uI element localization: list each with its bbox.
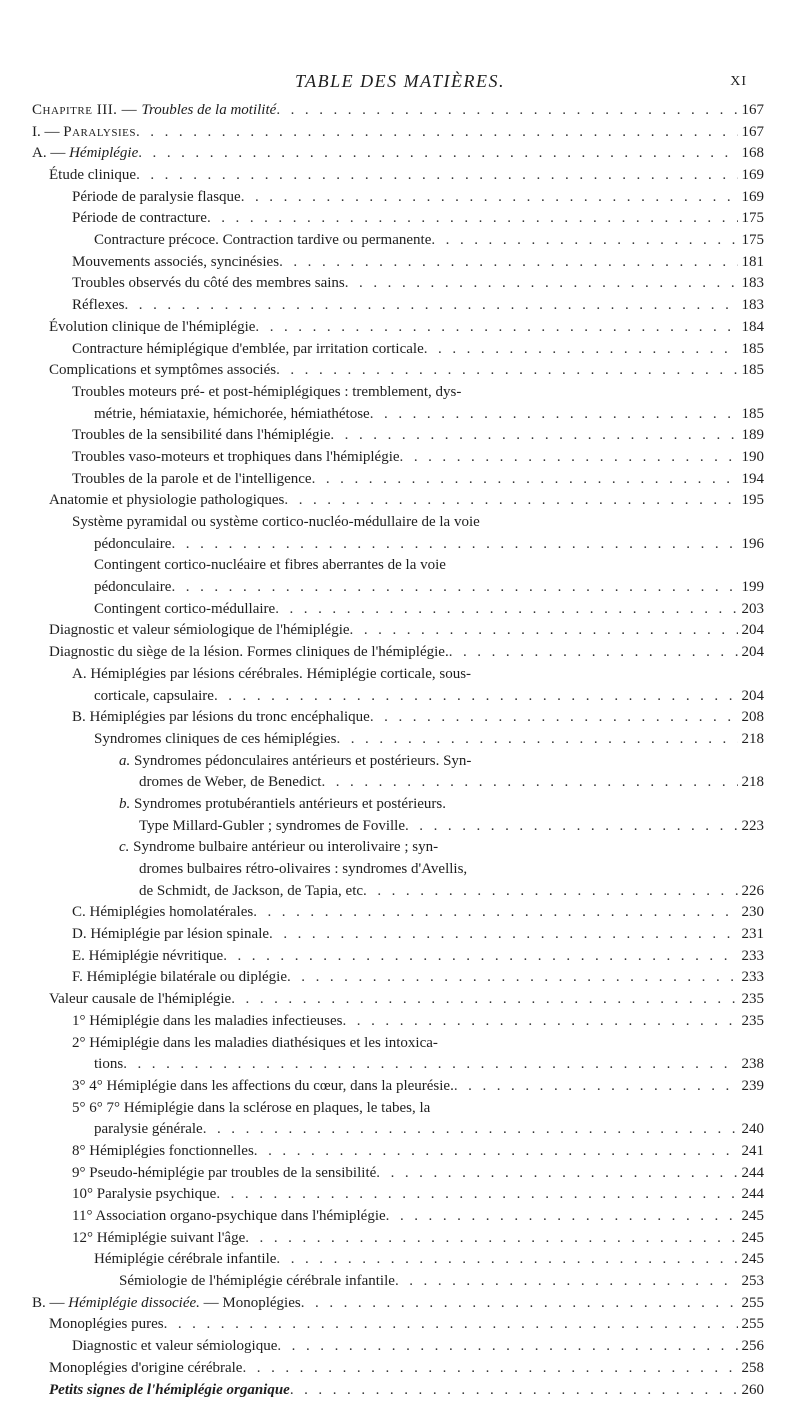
page-ref: 199: [741, 579, 764, 596]
toc-entry: paralysie générale . . . 240: [32, 1119, 764, 1141]
page-ref: 175: [741, 232, 764, 249]
page-number: XI: [730, 74, 747, 89]
page-ref: 245: [741, 1208, 764, 1225]
toc-entry: Diagnostic et valeur sémiologique . . . 256: [32, 1336, 764, 1358]
page-ref: 239: [741, 1077, 764, 1094]
toc-entry: Contracture précoce. Contraction tardive ou permanente . . . 175: [32, 230, 764, 252]
toc-entry: tions . . . 238: [32, 1054, 764, 1076]
page-ref: 245: [741, 1251, 764, 1268]
page-ref: 218: [741, 774, 764, 791]
page-ref: 203: [741, 600, 764, 617]
page-ref: 256: [741, 1338, 764, 1355]
page-ref: 253: [741, 1273, 764, 1290]
page-ref: 238: [741, 1056, 764, 1073]
toc-entry: Troubles moteurs pré- et post-hémiplégiques : tremblement, dys-: [72, 383, 462, 400]
page-ref: 196: [741, 535, 764, 552]
toc-entry: Contingent cortico-nucléaire et fibres aberrantes de la voie: [94, 557, 446, 574]
page-ref: 204: [741, 644, 764, 661]
toc-entry: Évolution clinique de l'hémiplégie . . . 184: [32, 317, 764, 339]
page-ref: 223: [741, 817, 764, 834]
page-ref: 255: [741, 1294, 764, 1311]
toc-entry: dromes bulbaires rétro-olivaires : syndromes d'Avellis,: [139, 861, 468, 878]
page-ref: 168: [741, 145, 764, 162]
page-ref: 233: [741, 969, 764, 986]
page-ref: 181: [741, 253, 764, 270]
toc-entry: D. Hémiplégie par lésion spinale . . . 231: [32, 924, 764, 946]
toc-entry: Chapitre III. — Troubles de la motilité . . . 167: [32, 100, 764, 122]
toc-entry: Étude clinique . . . 169: [32, 165, 764, 187]
page-ref: 169: [741, 188, 764, 205]
page-ref: 240: [741, 1121, 764, 1138]
page-ref: 175: [741, 210, 764, 227]
page-ref: 185: [741, 362, 764, 379]
toc-entry: E. Hémiplégie névritique . . . 233: [32, 946, 764, 968]
page-ref: 169: [741, 167, 764, 184]
toc-entry: pédonculaire . . . 196: [32, 534, 764, 556]
toc-entry: 3° 4° Hémiplégie dans les affections du cœur, dans la pleurésie. . . . 239: [32, 1076, 764, 1098]
page-ref: 230: [741, 904, 764, 921]
toc-entry: 1° Hémiplégie dans les maladies infectieuses . . . 235: [32, 1011, 764, 1033]
page-ref: 258: [741, 1359, 764, 1376]
toc-entry: métrie, hémiataxie, hémichorée, hémiathétose . . . 185: [32, 404, 764, 426]
toc-entry: 11° Association organo-psychique dans l'hémiplégie . . . 245: [32, 1206, 764, 1228]
page-ref: 241: [741, 1142, 764, 1159]
toc-entry: Anatomie et physiologie pathologiques . . . 195: [32, 490, 764, 512]
toc-entry: B. — Hémiplégie dissociée. — Monoplégies . . . 255: [32, 1293, 764, 1315]
page-ref: 235: [741, 1012, 764, 1029]
page-ref: 204: [741, 687, 764, 704]
toc-entry: Troubles de la sensibilité dans l'hémiplégie . . . 189: [32, 425, 764, 447]
toc-entry: Sémiologie de l'hémiplégie cérébrale infantile . . . 253: [32, 1271, 764, 1293]
toc-entry: Troubles vaso-moteurs et trophiques dans l'hémiplégie . . . 190: [32, 447, 764, 469]
toc-entry: corticale, capsulaire . . . 204: [32, 686, 764, 708]
toc-entry: 2° Hémiplégie dans les maladies diathésiques et les intoxica-: [72, 1034, 438, 1051]
toc-entry: Contingent cortico-médullaire . . . 203: [32, 599, 764, 621]
toc-entry: 5° 6° 7° Hémiplégie dans la sclérose en plaques, le tabes, la: [72, 1099, 431, 1116]
toc-entry: a. Syndromes pédonculaires antérieurs et postérieurs. Syn-: [119, 752, 472, 769]
toc-entry: Diagnostic du siège de la lésion. Formes cliniques de l'hémiplégie. . . . 204: [32, 642, 764, 664]
toc-entry: Troubles observés du côté des membres sains . . . 183: [32, 274, 764, 296]
toc-entry: B. Hémiplégies par lésions du tronc encéphalique . . . 208: [32, 707, 764, 729]
page-ref: 204: [741, 622, 764, 639]
page-ref: 231: [741, 926, 764, 943]
page-ref: 218: [741, 730, 764, 747]
toc-entry: Période de paralysie flasque . . . 169: [32, 187, 764, 209]
page-ref: 194: [741, 470, 764, 487]
toc-entry: 12° Hémiplégie suivant l'âge . . . 245: [32, 1228, 764, 1250]
page-ref: 195: [741, 492, 764, 509]
toc-entry: Mouvements associés, syncinésies . . . 181: [32, 252, 764, 274]
toc-entry: Période de contracture . . . 175: [32, 208, 764, 230]
toc-entry: Monoplégies d'origine cérébrale . . . 258: [32, 1358, 764, 1380]
page-ref: 185: [741, 340, 764, 357]
running-header-title: TABLE DES MATIÈRES.: [295, 71, 505, 91]
toc-entry: Contracture hémiplégique d'emblée, par irritation corticale . . . 185: [32, 339, 764, 361]
page-ref: 167: [741, 101, 764, 118]
toc-entry: c. Syndrome bulbaire antérieur ou interolivaire ; syn-: [119, 839, 439, 856]
toc-entry: 10° Paralysie psychique . . . 244: [32, 1184, 764, 1206]
toc-entry: F. Hémiplégie bilatérale ou diplégie . . . 233: [32, 968, 764, 990]
toc-entry: Troubles de la parole et de l'intelligence . . . 194: [32, 469, 764, 491]
toc-entry: Type Millard-Gubler ; syndromes de Foville . . . 223: [32, 816, 764, 838]
toc-entry: A. — Hémiplégie . . . 168: [32, 143, 764, 165]
toc-entry: Réflexes . . . 183: [32, 295, 764, 317]
toc-entry: 8° Hémiplégies fonctionnelles . . . 241: [32, 1141, 764, 1163]
toc-entry: Hémiplégie cérébrale infantile . . . 245: [32, 1249, 764, 1271]
page-ref: 183: [741, 275, 764, 292]
toc-entry: dromes de Weber, de Benedict . . . 218: [32, 772, 764, 794]
page-ref: 245: [741, 1229, 764, 1246]
page-ref: 244: [741, 1164, 764, 1181]
page-ref: 189: [741, 427, 764, 444]
toc-entry: Syndromes cliniques de ces hémiplégies . . . 218: [32, 729, 764, 751]
page-ref: 255: [741, 1316, 764, 1333]
page-ref: 190: [741, 448, 764, 465]
toc-entry: Diagnostic et valeur sémiologique de l'hémiplégie . . . 204: [32, 621, 764, 643]
page-ref: 167: [741, 123, 764, 140]
toc-entry: de Schmidt, de Jackson, de Tapia, etc . . . 226: [32, 881, 764, 903]
page-ref: 184: [741, 318, 764, 335]
page-ref: 235: [741, 991, 764, 1008]
table-of-contents: [32, 100, 764, 1401]
page-ref: 226: [741, 882, 764, 899]
toc-entry: C. Hémiplégies homolatérales . . . 230: [32, 902, 764, 924]
toc-entry: I. — Paralysies . . . 167: [32, 122, 764, 144]
toc-entry: Petits signes de l'hémiplégie organique . . . 260: [32, 1380, 764, 1401]
page-ref: 233: [741, 947, 764, 964]
page-ref: 244: [741, 1186, 764, 1203]
toc-entry: Complications et symptômes associés . . . 185: [32, 360, 764, 382]
page-ref: 260: [741, 1381, 764, 1398]
page-ref: 183: [741, 297, 764, 314]
toc-entry: Monoplégies pures . . . 255: [32, 1315, 764, 1337]
page-ref: 208: [741, 709, 764, 726]
toc-entry: pédonculaire . . . 199: [32, 577, 764, 599]
toc-entry: b. Syndromes protubérantiels antérieurs et postérieurs.: [119, 796, 446, 812]
toc-entry: 9° Pseudo-hémiplégie par troubles de la sensibilité . . . 244: [32, 1163, 764, 1185]
toc-entry: Système pyramidal ou système cortico-nucléo-médullaire de la voie: [72, 514, 480, 531]
page-ref: 185: [741, 405, 764, 422]
toc-entry: Valeur causale de l'hémiplégie . . . 235: [32, 989, 764, 1011]
toc-entry: A. Hémiplégies par lésions cérébrales. Hémiplégie corticale, sous-: [72, 665, 472, 682]
